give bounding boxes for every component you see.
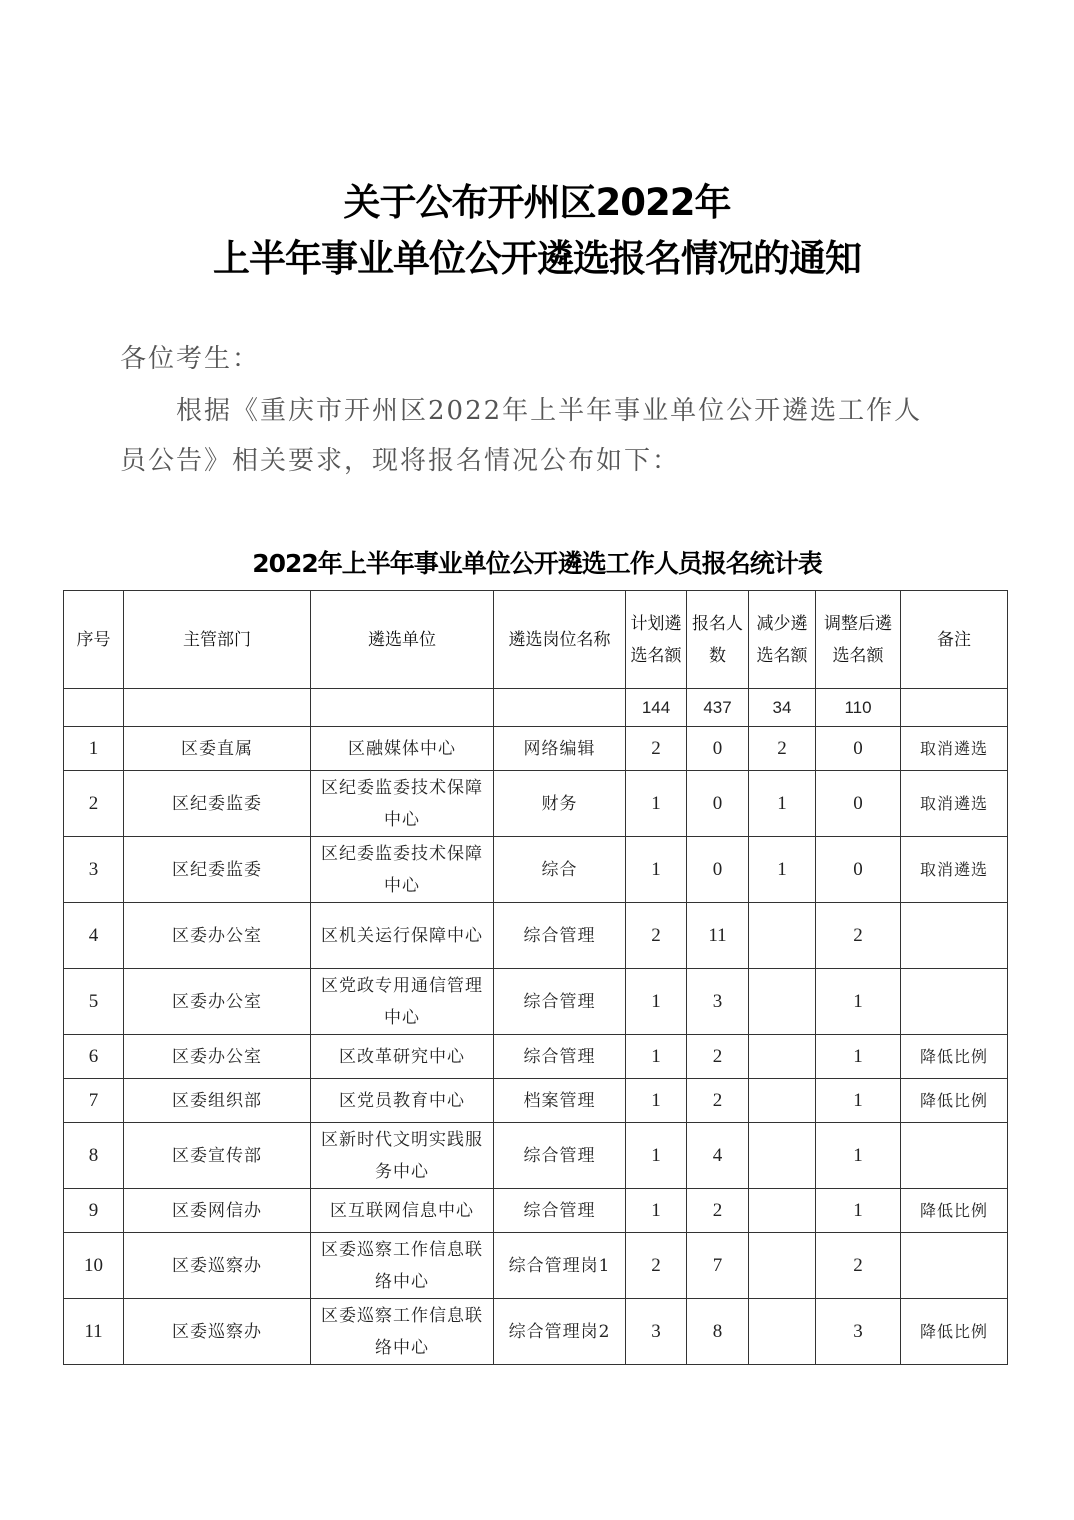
post-name-cell: 档案管理 (494, 1079, 626, 1123)
unit-cell: 区纪委监委技术保障中心 (311, 837, 494, 903)
applicants-cell: 4 (687, 1123, 749, 1189)
applicants-cell: 2 (687, 1189, 749, 1233)
department-cell: 区纪委监委 (124, 771, 311, 837)
reduced-quota-cell (749, 1123, 816, 1189)
note-cell (901, 1233, 1008, 1299)
totals-empty-cell (64, 689, 124, 727)
adjusted-quota-cell: 2 (816, 903, 901, 969)
table-row (64, 1035, 1008, 1079)
registration-statistics-table (63, 590, 1008, 1365)
table-row (64, 1123, 1008, 1189)
unit-cell: 区党政专用通信管理中心 (311, 969, 494, 1035)
note-cell: 降低比例 (901, 1079, 1008, 1123)
header-cell: 备注 (901, 591, 1008, 689)
department-cell: 区委组织部 (124, 1079, 311, 1123)
department-cell: 区委网信办 (124, 1189, 311, 1233)
reduced-quota-cell (749, 1189, 816, 1233)
total-reduced-cell: 34 (749, 689, 816, 727)
table-row (64, 969, 1008, 1035)
adjusted-quota-cell: 3 (816, 1299, 901, 1365)
department-cell: 区纪委监委 (124, 837, 311, 903)
note-cell (901, 969, 1008, 1035)
table-title: 2022年上半年事业单位公开遴选工作人员报名统计表 (252, 549, 822, 578)
table-row (64, 771, 1008, 837)
header-cell: 计划遴选名额 (626, 591, 687, 689)
department-cell: 区委直属 (124, 727, 311, 771)
note-cell: 降低比例 (901, 1035, 1008, 1079)
department-cell: 区委巡察办 (124, 1299, 311, 1365)
reduced-quota-cell: 1 (749, 771, 816, 837)
applicants-cell: 0 (687, 727, 749, 771)
reduced-quota-cell (749, 969, 816, 1035)
body-text-line-1: 根据《重庆市开州区2022年上半年事业单位公开遴选工作人 (176, 396, 923, 426)
table-row (64, 727, 1008, 771)
row-number-cell: 5 (64, 969, 124, 1035)
total-adjusted-cell: 110 (816, 689, 901, 727)
department-cell: 区委办公室 (124, 903, 311, 969)
header-cell: 遴选岗位名称 (494, 591, 626, 689)
totals-row (64, 689, 1008, 727)
note-cell (901, 903, 1008, 969)
unit-cell: 区委巡察工作信息联络中心 (311, 1233, 494, 1299)
post-name-cell: 综合管理 (494, 903, 626, 969)
note-cell: 取消遴选 (901, 837, 1008, 903)
total-applicants-cell: 437 (687, 689, 749, 727)
adjusted-quota-cell: 1 (816, 969, 901, 1035)
table-row (64, 837, 1008, 903)
salutation: 各位考生： (120, 344, 261, 374)
reduced-quota-cell (749, 903, 816, 969)
unit-cell: 区纪委监委技术保障中心 (311, 771, 494, 837)
unit-cell: 区改革研究中心 (311, 1035, 494, 1079)
post-name-cell: 综合管理岗1 (494, 1233, 626, 1299)
plan-quota-cell: 1 (626, 1189, 687, 1233)
unit-cell: 区机关运行保障中心 (311, 903, 494, 969)
note-cell: 取消遴选 (901, 771, 1008, 837)
applicants-cell: 0 (687, 771, 749, 837)
plan-quota-cell: 1 (626, 1079, 687, 1123)
post-name-cell: 综合管理 (494, 1123, 626, 1189)
reduced-quota-cell: 1 (749, 837, 816, 903)
row-number-cell: 4 (64, 903, 124, 969)
applicants-cell: 2 (687, 1079, 749, 1123)
reduced-quota-cell (749, 1035, 816, 1079)
row-number-cell: 3 (64, 837, 124, 903)
note-cell: 降低比例 (901, 1189, 1008, 1233)
table-row (64, 903, 1008, 969)
total-plan-cell: 144 (626, 689, 687, 727)
post-name-cell: 综合 (494, 837, 626, 903)
department-cell: 区委办公室 (124, 969, 311, 1035)
post-name-cell: 财务 (494, 771, 626, 837)
adjusted-quota-cell: 0 (816, 837, 901, 903)
applicants-cell: 3 (687, 969, 749, 1035)
note-cell (901, 1123, 1008, 1189)
plan-quota-cell: 1 (626, 771, 687, 837)
unit-cell: 区新时代文明实践服务中心 (311, 1123, 494, 1189)
row-number-cell: 9 (64, 1189, 124, 1233)
reduced-quota-cell (749, 1233, 816, 1299)
adjusted-quota-cell: 0 (816, 727, 901, 771)
post-name-cell: 网络编辑 (494, 727, 626, 771)
unit-cell: 区党员教育中心 (311, 1079, 494, 1123)
reduced-quota-cell: 2 (749, 727, 816, 771)
row-number-cell: 1 (64, 727, 124, 771)
totals-empty-cell (124, 689, 311, 727)
applicants-cell: 0 (687, 837, 749, 903)
totals-empty-cell (901, 689, 1008, 727)
adjusted-quota-cell: 1 (816, 1123, 901, 1189)
header-cell: 主管部门 (124, 591, 311, 689)
note-cell: 降低比例 (901, 1299, 1008, 1365)
row-number-cell: 11 (64, 1299, 124, 1365)
header-cell: 报名人数 (687, 591, 749, 689)
table-row (64, 1079, 1008, 1123)
document-title-line-1: 关于公布开州区2022年 (343, 181, 731, 224)
unit-cell: 区融媒体中心 (311, 727, 494, 771)
row-number-cell: 2 (64, 771, 124, 837)
note-cell: 取消遴选 (901, 727, 1008, 771)
plan-quota-cell: 2 (626, 1233, 687, 1299)
table-row (64, 1299, 1008, 1365)
plan-quota-cell: 1 (626, 1035, 687, 1079)
adjusted-quota-cell: 1 (816, 1035, 901, 1079)
header-cell: 遴选单位 (311, 591, 494, 689)
adjusted-quota-cell: 1 (816, 1079, 901, 1123)
post-name-cell: 综合管理 (494, 1035, 626, 1079)
table-row (64, 1233, 1008, 1299)
reduced-quota-cell (749, 1299, 816, 1365)
plan-quota-cell: 2 (626, 903, 687, 969)
totals-empty-cell (494, 689, 626, 727)
plan-quota-cell: 2 (626, 727, 687, 771)
header-cell: 减少遴选名额 (749, 591, 816, 689)
department-cell: 区委巡察办 (124, 1233, 311, 1299)
plan-quota-cell: 1 (626, 1123, 687, 1189)
plan-quota-cell: 1 (626, 837, 687, 903)
body-text-line-2: 员公告》相关要求，现将报名情况公布如下： (120, 446, 681, 476)
adjusted-quota-cell: 2 (816, 1233, 901, 1299)
totals-empty-cell (311, 689, 494, 727)
unit-cell: 区委巡察工作信息联络中心 (311, 1299, 494, 1365)
header-cell: 调整后遴选名额 (816, 591, 901, 689)
row-number-cell: 7 (64, 1079, 124, 1123)
applicants-cell: 11 (687, 903, 749, 969)
post-name-cell: 综合管理岗2 (494, 1299, 626, 1365)
table-body (64, 727, 1008, 1365)
plan-quota-cell: 3 (626, 1299, 687, 1365)
applicants-cell: 2 (687, 1035, 749, 1079)
department-cell: 区委宣传部 (124, 1123, 311, 1189)
row-number-cell: 8 (64, 1123, 124, 1189)
applicants-cell: 7 (687, 1233, 749, 1299)
applicants-cell: 8 (687, 1299, 749, 1365)
table-header-row (64, 591, 1008, 689)
adjusted-quota-cell: 0 (816, 771, 901, 837)
unit-cell: 区互联网信息中心 (311, 1189, 494, 1233)
table-row (64, 1189, 1008, 1233)
row-number-cell: 6 (64, 1035, 124, 1079)
document-title-line-2: 上半年事业单位公开遴选报名情况的通知 (213, 237, 861, 280)
row-number-cell: 10 (64, 1233, 124, 1299)
department-cell: 区委办公室 (124, 1035, 311, 1079)
post-name-cell: 综合管理 (494, 969, 626, 1035)
header-cell: 序号 (64, 591, 124, 689)
plan-quota-cell: 1 (626, 969, 687, 1035)
post-name-cell: 综合管理 (494, 1189, 626, 1233)
adjusted-quota-cell: 1 (816, 1189, 901, 1233)
reduced-quota-cell (749, 1079, 816, 1123)
